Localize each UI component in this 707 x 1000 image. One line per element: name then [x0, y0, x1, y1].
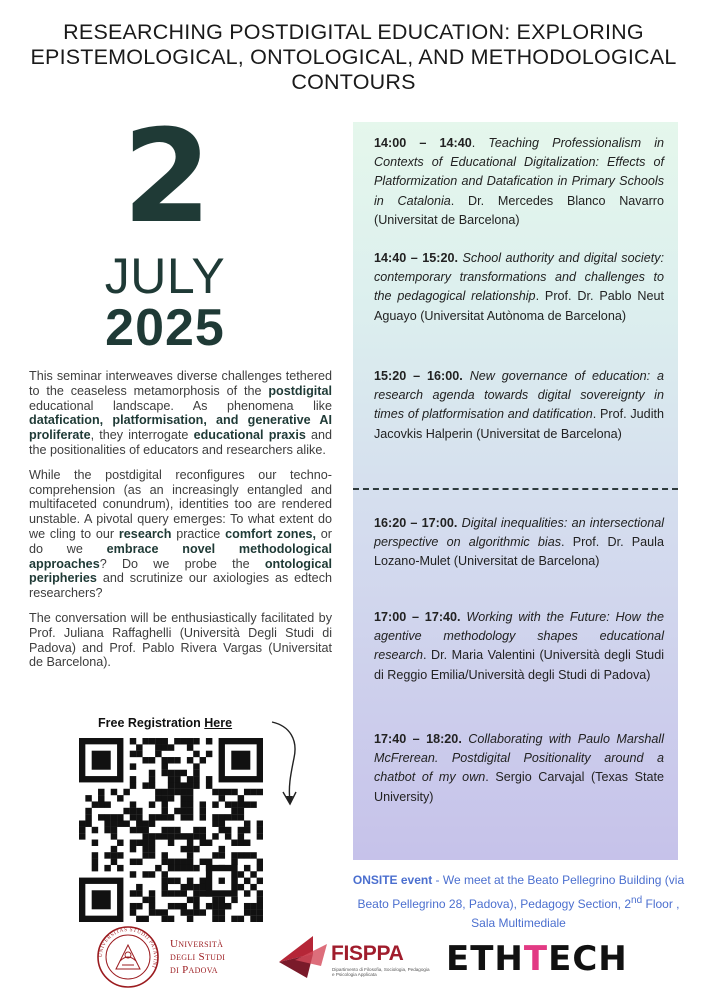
fisppa-name: FISPPA	[331, 942, 404, 965]
session-title: Working with the Future: How the agentive methodology shapes educational research	[374, 610, 665, 663]
registration-prefix: Free Registration	[98, 716, 205, 730]
session-1: 14:00 – 14:40. Teaching Professionalism in Contexts of Educational Digitalization: Effects of Platformization and Datafication in Primary Schools in Catalonia. Dr. Mercedes Blanco Navarro (Universitat de Barcelona)	[374, 136, 665, 227]
session-time: 15:20 – 16:00.	[374, 369, 463, 383]
session-title: New governance of education: a research agenda towards digital sovereignty in times of platformisation and datification	[374, 369, 664, 422]
session-title: Digital inequalities: an intersectional perspective on algorithmic bias	[374, 516, 665, 550]
session-6	[374, 730, 664, 807]
break-divider	[353, 488, 678, 490]
fisppa-mark-icon	[277, 932, 331, 982]
unipd-wordmark: Università degli Studi di Padova	[170, 938, 226, 976]
schedule-panel	[353, 122, 678, 860]
description-paragraph-1: This seminar interweaves diverse challenges tethered to the ceaseless metamorphosis of the postdigital educational landscape. As phenomena like datafication, platformisation, and generative AI proliferate, they interrogate educational praxis and the positionalities of educators and researchers alike.	[29, 369, 332, 457]
session-speaker: . Sergio Carvajal (Texas State University)	[374, 770, 665, 804]
description-paragraph-2: While the postdigital reconfigures our techno-comprehension (as an increasingly entangled and multifaceted conundrum), identities too are rendered unstable. A pivotal query emerges: To what extent do we cling to our research practice comfort zones, or do we embrace novel methodological approaches? Do we probe the ontological peripheries and scrutinize our axiologies as edtech researchers?	[29, 467, 332, 601]
session-time: 17:00 – 17:40.	[374, 610, 461, 624]
date-month: JULY	[104, 248, 226, 304]
session-time: 17:40 – 18:20.	[374, 732, 462, 746]
date-year: 2025	[105, 299, 225, 357]
session-time: 14:00 – 14:40	[374, 136, 472, 150]
registration-qr-code[interactable]	[79, 738, 263, 922]
fisppa-subtitle: Dipartimento di Filosofia, Sociologia, Pedagogia e Psicologia Applicata	[332, 967, 430, 978]
session-speaker: . Prof. Dr. Paula Lozano-Mulet (Universitat de Barcelona)	[374, 535, 664, 569]
session-title: Teaching Professionalism in Contexts of Educational Digitalization: Effects of Platformization and Datafication in Primary Schools in Catalonia	[374, 136, 665, 208]
poster-title: RESEARCHING POSTDIGITAL EDUCATION: EXPLORING EPISTEMOLOGICAL, ONTOLOGICAL, AND METHODOLOGICAL CONTOURS	[30, 20, 677, 94]
description-paragraph-3: The conversation will be enthusiastically facilitated by Prof. Juliana Raffaghelli (Università Degli Studi di Padova) and Prof. Pablo Rivera Vargas (Universitat de Barcelona).	[29, 610, 332, 670]
unipd-logo	[96, 925, 246, 991]
onsite-venue-info: ONSITE event - We meet at the Beato Pellegrino Building (via Beato Pellegrino 28, Padova), Pedagogy Section, 2nd Floor , Sala Multimediale	[352, 873, 685, 930]
session-speaker: . Dr. Mercedes Blanco Navarro (Universitat de Barcelona)	[374, 193, 664, 227]
session-speaker: . Dr. Maria Valentini (Università degli Studi di Reggio Emilia/Università degli Studi di Padova)	[374, 648, 664, 682]
date-day: 2	[122, 103, 208, 252]
session-4	[374, 514, 664, 572]
session-title: Collaborating with Paulo Marshall McFrerean. Postdigital Positionality around a chatbot of my own	[374, 732, 665, 785]
session-3	[374, 367, 664, 444]
registration-link[interactable]: Here	[204, 716, 233, 730]
session-time: 14:40 – 15:20.	[374, 251, 458, 265]
session-title: School authority and digital society: contemporary transformations and challenges to the pedagogical relationship	[374, 251, 665, 304]
session-speaker: . Prof. Judith Jacovkis Halperin (Universitat de Barcelona)	[374, 407, 664, 441]
seminar-description	[29, 369, 332, 680]
ethtech-logo: ETHTECH	[446, 939, 628, 979]
fisppa-logo	[277, 932, 437, 988]
university-seal-icon	[96, 925, 160, 989]
onsite-label: ONSITE event	[352, 873, 433, 887]
svg-text:UNIVERSITAS STUDII PATAVINI: UNIVERSITAS STUDII PATAVINI	[97, 926, 159, 970]
session-5	[374, 608, 664, 685]
session-time: 16:20 – 17:00.	[374, 516, 458, 530]
session-speaker: . Prof. Dr. Pablo Neut Aguayo (Universitat Autònoma de Barcelona)	[374, 289, 664, 323]
registration-label	[98, 716, 248, 730]
hand-drawn-arrow-icon	[268, 718, 308, 810]
session-2	[374, 249, 664, 326]
